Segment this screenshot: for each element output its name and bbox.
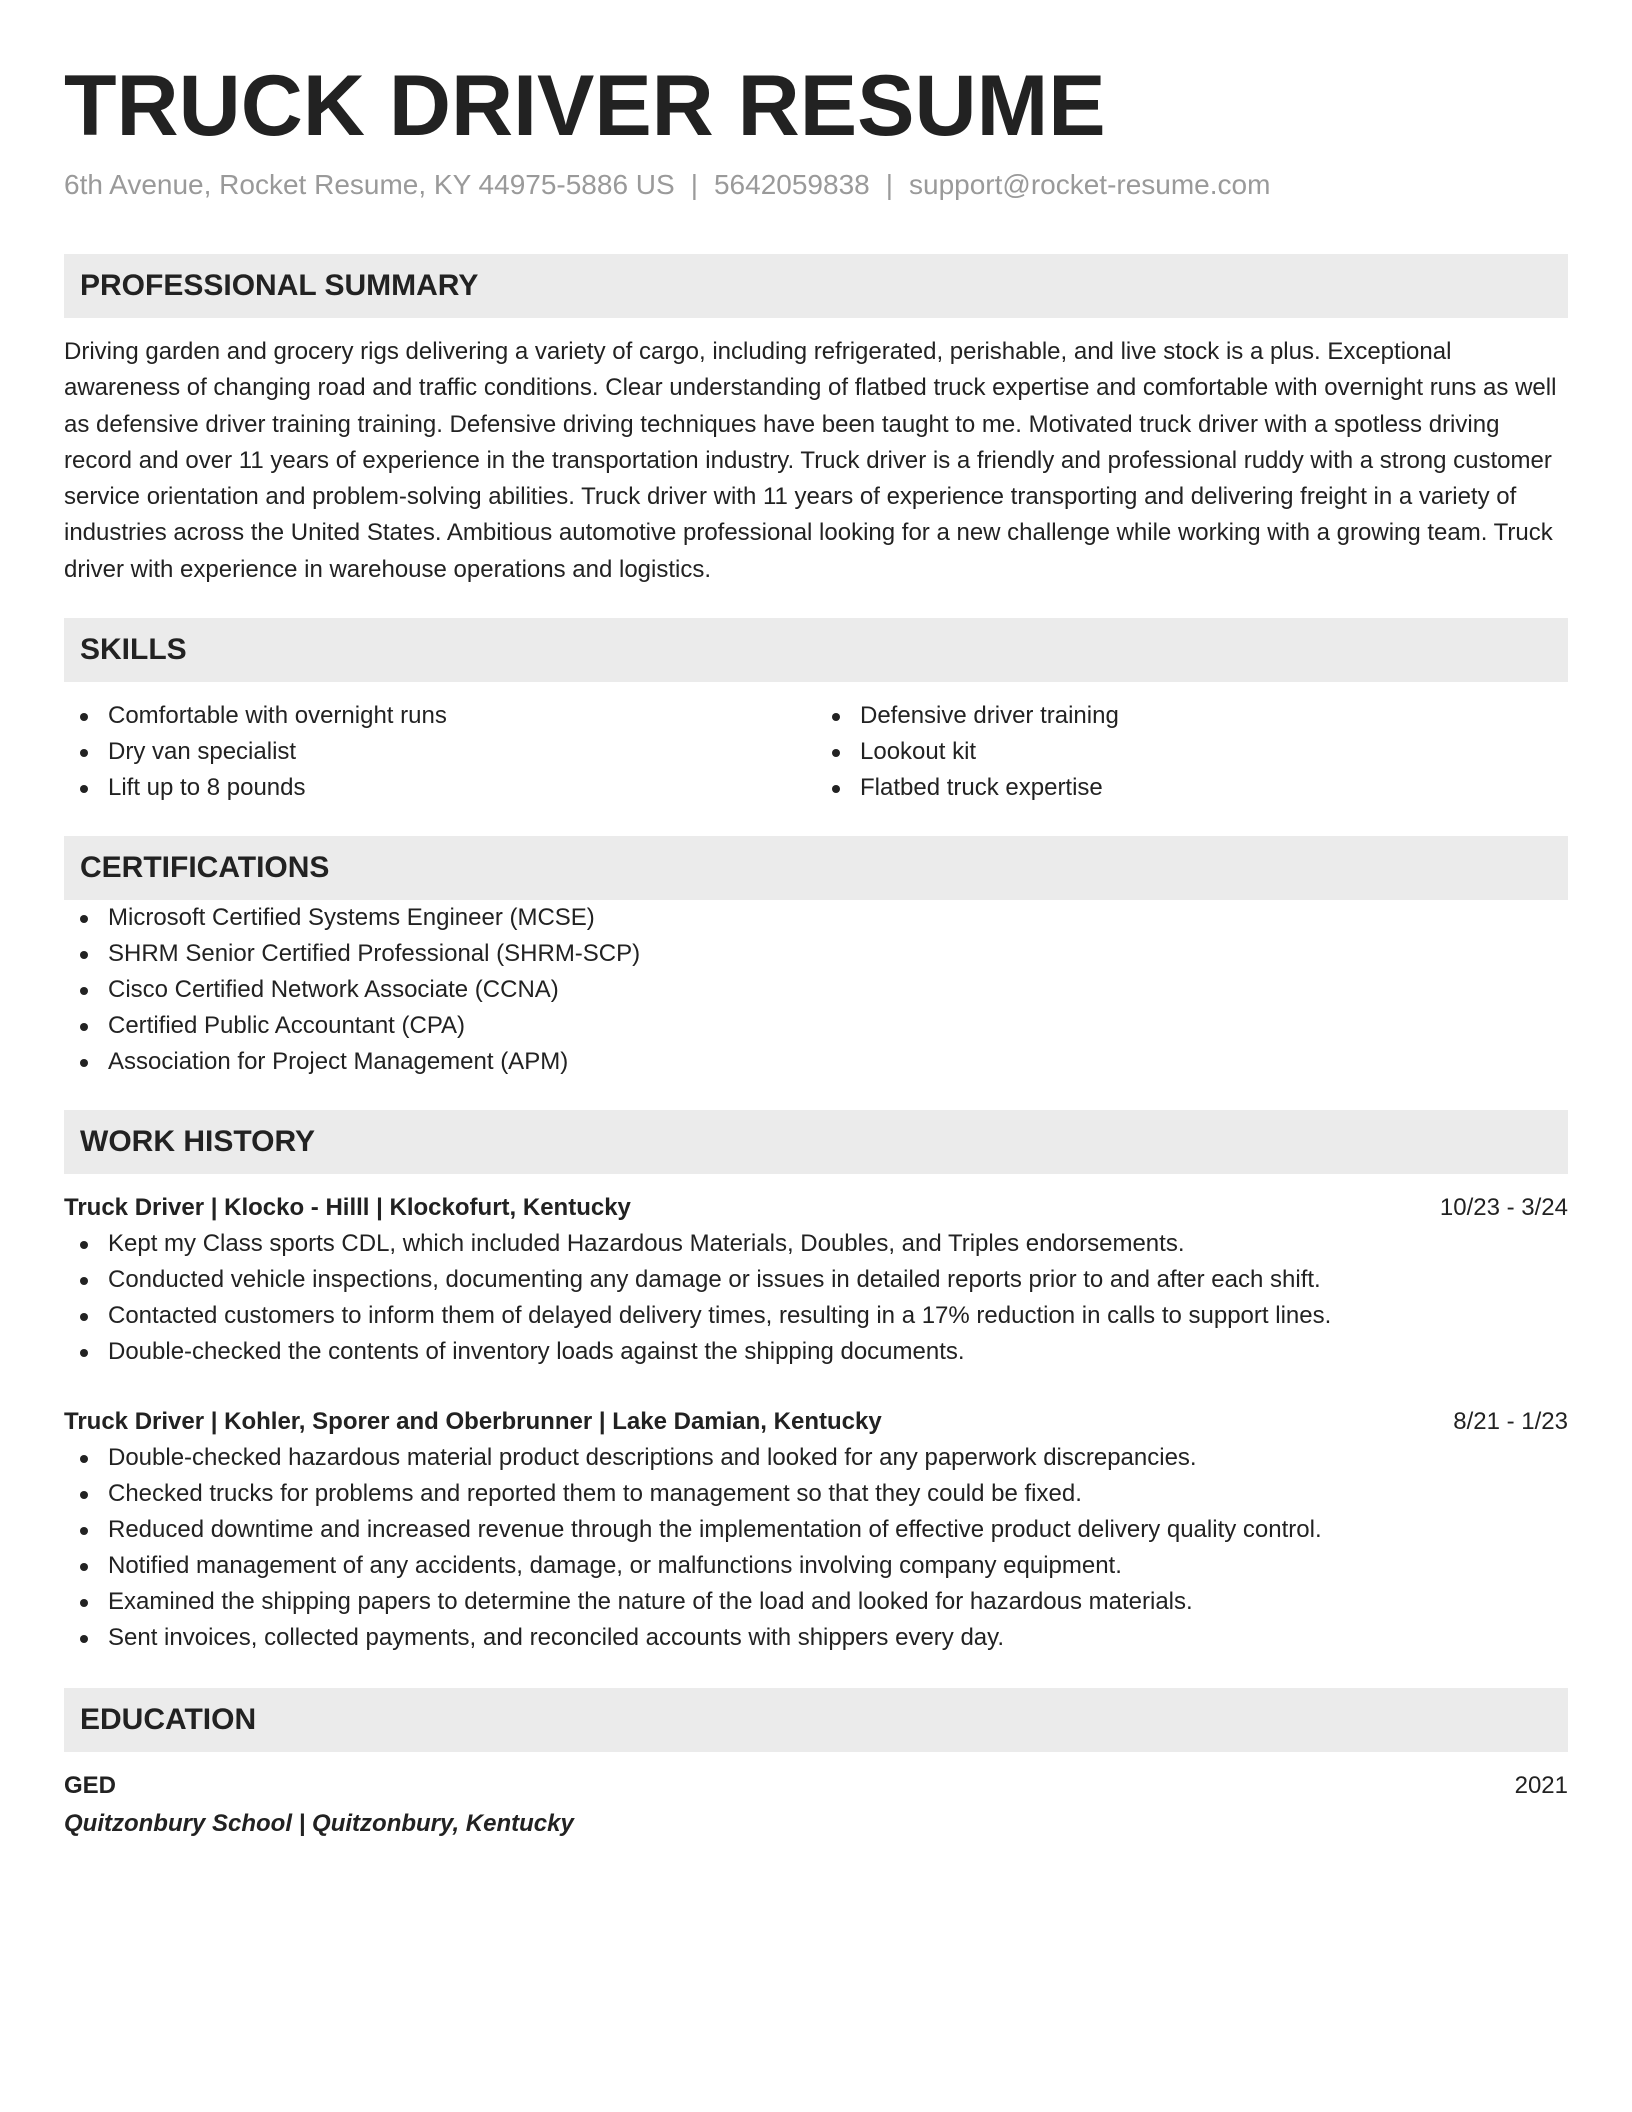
- job-bullet: Kept my Class sports CDL, which included Hazardous Materials, Doubles, and Triples endorsements.: [64, 1226, 1568, 1262]
- job-bullet: Double-checked the contents of inventory loads against the shipping documents.: [64, 1334, 1568, 1370]
- job-bullet: Contacted customers to inform them of delayed delivery times, resulting in a 17% reduction in calls to support lines.: [64, 1298, 1568, 1334]
- job-title: Truck Driver | Kohler, Sporer and Oberbrunner | Lake Damian, Kentucky: [64, 1408, 882, 1436]
- contact-phone: 5642059838: [713, 169, 870, 200]
- job-title: Truck Driver | Klocko - Hilll | Klockofurt, Kentucky: [64, 1194, 631, 1222]
- certification-item: Association for Project Management (APM): [64, 1044, 1568, 1080]
- contact-separator: |: [885, 169, 893, 200]
- job-bullets: [64, 1440, 1568, 1656]
- job-header: [64, 1190, 1568, 1226]
- skills-column-left: [64, 698, 816, 806]
- contact-address: 6th Avenue, Rocket Resume, KY 44975-5886 US: [64, 169, 675, 200]
- resume-title: TRUCK DRIVER RESUME: [64, 58, 1106, 154]
- certification-item: Certified Public Accountant (CPA): [64, 1008, 1568, 1044]
- skills-grid: [64, 698, 1568, 806]
- job-bullet: Checked trucks for problems and reported them to management so that they could be fixed.: [64, 1476, 1568, 1512]
- job-bullets: [64, 1226, 1568, 1370]
- section-heading-work-history: WORK HISTORY: [64, 1110, 1568, 1174]
- job-dates: 8/21 - 1/23: [1453, 1408, 1568, 1436]
- education-degree: GED: [64, 1772, 117, 1800]
- contact-separator: |: [690, 169, 698, 200]
- job-bullet: Conducted vehicle inspections, documenting any damage or issues in detailed reports prior to and after each shift.: [64, 1262, 1568, 1298]
- job-bullet: Examined the shipping papers to determine the nature of the load and looked for hazardous materials.: [64, 1584, 1568, 1620]
- job-dates: 10/23 - 3/24: [1439, 1194, 1568, 1222]
- skill-item: Comfortable with overnight runs: [64, 698, 816, 734]
- certifications-list: [64, 900, 1568, 1080]
- education-entry: [64, 1768, 1568, 1804]
- job-bullet: Notified management of any accidents, damage, or malfunctions involving company equipment.: [64, 1548, 1568, 1584]
- job-bullet: Double-checked hazardous material product descriptions and looked for any paperwork discrepancies.: [64, 1440, 1568, 1476]
- summary-text: Driving garden and grocery rigs delivering a variety of cargo, including refrigerated, perishable, and live stock is a plus. Exceptional awareness of changing road and traffic conditions. Clear understanding of flatbed truck expertise and comfortable with overnight runs as well as defensive driver training training. Defensive driving techniques have been taught to me. Motivated truck driver with a spotless driving record and over 11 years of experience in the transportation industry. Truck driver is a friendly and professional ruddy with a strong customer service orientation and problem-solving abilities. Truck driver with 11 years of experience transporting and delivering freight in a variety of industries across the United States. Ambitious automotive professional looking for a new challenge while working with a growing team. Truck driver with experience in warehouse operations and logistics.: [64, 338, 1557, 583]
- education-year: 2021: [1514, 1772, 1568, 1800]
- skill-item: Defensive driver training: [816, 698, 1568, 734]
- contact-email: support@rocket-resume.com: [909, 169, 1271, 200]
- contact-line: [64, 168, 1568, 202]
- skill-item: Lookout kit: [816, 734, 1568, 770]
- job-entry: [64, 1404, 1568, 1656]
- job-header: [64, 1404, 1568, 1440]
- skill-item: Dry van specialist: [64, 734, 816, 770]
- skills-column-right: [816, 698, 1568, 806]
- skill-item: Flatbed truck expertise: [816, 770, 1568, 806]
- section-heading-education: EDUCATION: [64, 1688, 1568, 1752]
- skill-item: Lift up to 8 pounds: [64, 770, 816, 806]
- section-heading-skills: SKILLS: [64, 618, 1568, 682]
- certification-item: Microsoft Certified Systems Engineer (MCSE): [64, 900, 1568, 936]
- section-heading-certifications: CERTIFICATIONS: [64, 836, 1568, 900]
- job-bullet: Reduced downtime and increased revenue through the implementation of effective product delivery quality control.: [64, 1512, 1568, 1548]
- job-entry: [64, 1190, 1568, 1370]
- job-bullet: Sent invoices, collected payments, and reconciled accounts with shippers every day.: [64, 1620, 1568, 1656]
- education-school: Quitzonbury School | Quitzonbury, Kentucky: [64, 1810, 574, 1838]
- section-heading-summary: PROFESSIONAL SUMMARY: [64, 254, 1568, 318]
- certification-item: SHRM Senior Certified Professional (SHRM-SCP): [64, 936, 1568, 972]
- certification-item: Cisco Certified Network Associate (CCNA): [64, 972, 1568, 1008]
